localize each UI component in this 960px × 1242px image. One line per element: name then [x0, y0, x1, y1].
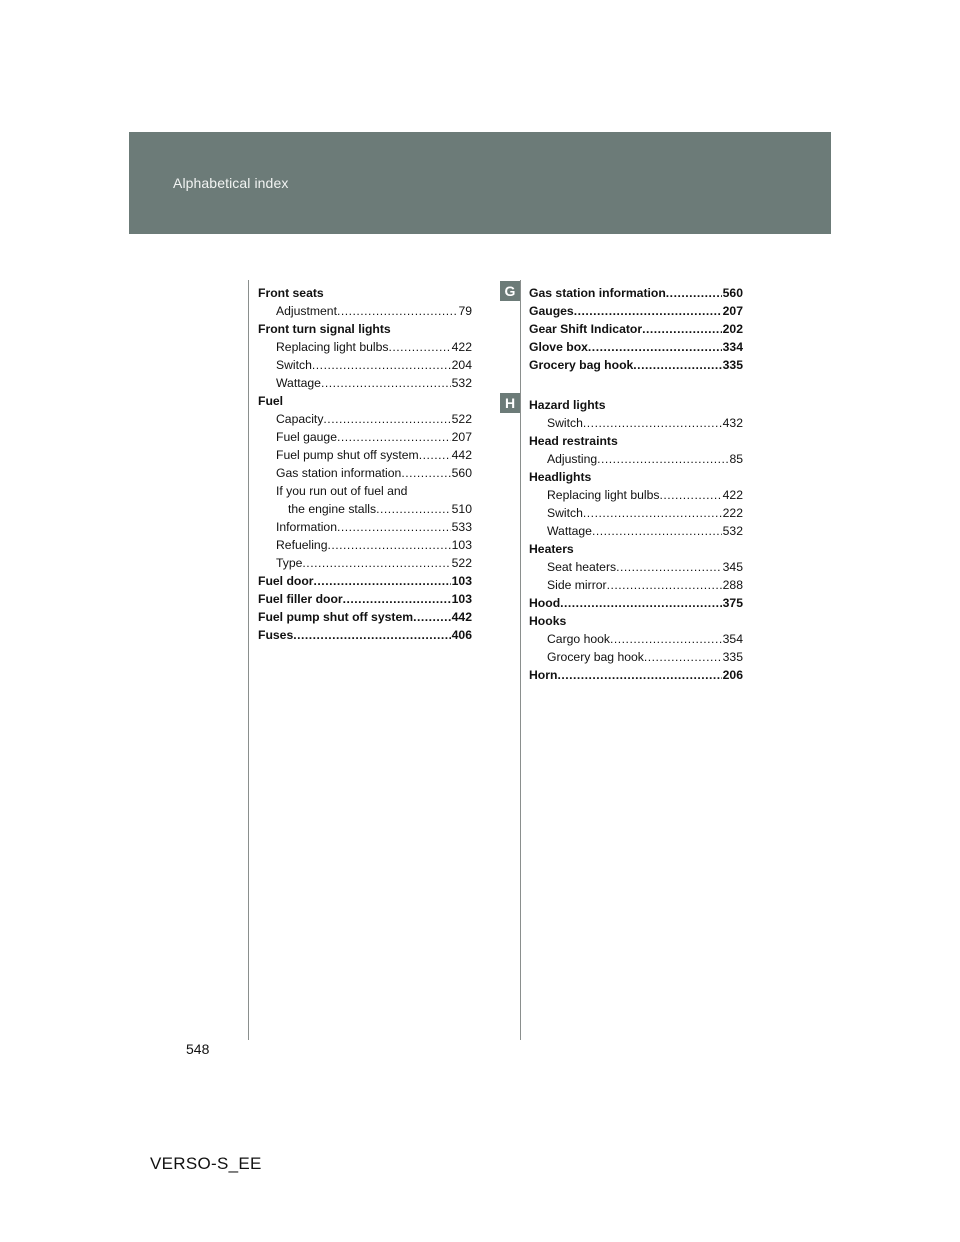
dot-leader: [642, 320, 722, 338]
index-entry: [529, 320, 743, 338]
index-entry: [258, 284, 472, 302]
dot-leader: [666, 284, 722, 302]
index-entry-page: 207: [722, 304, 743, 318]
index-entry-label: Headlights: [529, 470, 592, 484]
index-entry-label: Adjustment: [276, 304, 337, 318]
index-entry-page: 522: [451, 556, 472, 570]
index-entry-label: Wattage: [276, 376, 321, 390]
index-entry-page: 103: [451, 574, 472, 588]
dot-leader: [592, 522, 722, 540]
left-column-rule: [248, 280, 249, 1040]
index-entry: [258, 518, 472, 536]
index-entry-label: Information: [276, 520, 337, 534]
index-entry: [529, 396, 743, 414]
index-entry-label: Front seats: [258, 286, 324, 300]
index-entry-label: Type: [276, 556, 303, 570]
index-entry-page: 560: [722, 286, 743, 300]
index-entry-label: Fuses: [258, 628, 294, 642]
index-entry-page: 422: [451, 340, 472, 354]
index-entry: [529, 432, 743, 450]
index-entry: [258, 374, 472, 392]
section-tab-h: H: [500, 393, 520, 413]
index-entry: [529, 576, 743, 594]
dot-leader: [588, 338, 722, 356]
dot-leader: [616, 558, 722, 576]
index-entry-label: Front turn signal lights: [258, 322, 391, 336]
index-entry: [529, 338, 743, 356]
index-entry-page: 560: [451, 466, 472, 480]
index-entry-page: 202: [722, 322, 743, 336]
index-entry-label: Horn: [529, 668, 558, 682]
index-entry: [529, 486, 743, 504]
dot-leader: [633, 356, 721, 374]
dot-leader: [659, 486, 721, 504]
index-entry: [529, 522, 743, 540]
index-entry-label: Fuel pump shut off system: [258, 610, 414, 624]
index-entry: [529, 630, 743, 648]
index-entry: [258, 392, 472, 410]
index-entry: [258, 572, 472, 590]
header-title: Alphabetical index: [173, 175, 289, 191]
page-number: 548: [186, 1041, 210, 1057]
index-entry-page: 334: [722, 340, 743, 354]
index-entry-page: 222: [722, 506, 743, 520]
index-entry: [258, 482, 472, 500]
index-entry-page: 532: [451, 376, 472, 390]
index-entry-label: Heaters: [529, 542, 574, 556]
index-entry: [258, 410, 472, 428]
header-bar: [129, 132, 831, 234]
index-entry: [529, 612, 743, 630]
index-entry-label: Cargo hook: [547, 632, 611, 646]
index-entry: [529, 504, 743, 522]
index-entry-label: Fuel: [258, 394, 284, 408]
index-entry: [529, 284, 743, 302]
index-entry-page: 345: [722, 560, 743, 574]
index-entry-label: Seat heaters: [547, 560, 617, 574]
index-entry: [529, 468, 743, 486]
index-section-g: [529, 284, 743, 374]
index-entry: [258, 626, 472, 644]
index-entry: [529, 594, 743, 612]
dot-leader: [323, 410, 450, 428]
index-entry-page: 207: [451, 430, 472, 444]
index-entry: [529, 356, 743, 374]
index-entry-label: Adjusting: [547, 452, 598, 466]
index-entry-label: Switch: [547, 416, 583, 430]
index-entry-label: Switch: [547, 506, 583, 520]
dot-leader: [607, 576, 722, 594]
index-entry: [529, 558, 743, 576]
index-entry-page: 103: [451, 538, 472, 552]
index-entry: [258, 500, 472, 518]
index-entry-label: If you run out of fuel and: [276, 484, 408, 498]
dot-leader: [574, 302, 722, 320]
index-entry: [258, 554, 472, 572]
index-entry-label: Capacity: [276, 412, 324, 426]
index-entry-label: Replacing light bulbs: [276, 340, 389, 354]
index-entry-page: 442: [451, 448, 472, 462]
dot-leader: [302, 554, 450, 572]
index-entry-label: Hood: [529, 596, 561, 610]
dot-leader: [401, 464, 450, 482]
index-entry: [529, 666, 743, 684]
index-entry: [258, 608, 472, 626]
dot-leader: [293, 626, 450, 644]
dot-leader: [343, 590, 451, 608]
index-entry-label: Fuel filler door: [258, 592, 343, 606]
index-entry-label: Fuel pump shut off system: [276, 448, 419, 462]
dot-leader: [583, 414, 722, 432]
index-entry-label: Gauges: [529, 304, 574, 318]
index-entry-label: Side mirror: [547, 578, 607, 592]
index-entry-page: 522: [451, 412, 472, 426]
index-entry: [258, 320, 472, 338]
index-entry: [529, 450, 743, 468]
index-entry-page: 335: [722, 650, 743, 664]
index-entry: [529, 414, 743, 432]
right-column-rule: [520, 280, 521, 1040]
index-entry: [258, 446, 472, 464]
index-entry-page: 533: [451, 520, 472, 534]
index-entry: [258, 590, 472, 608]
index-entry: [258, 338, 472, 356]
dot-leader: [419, 446, 451, 464]
index-entry-label: the engine stalls: [288, 502, 377, 516]
dot-leader: [610, 630, 722, 648]
index-entry-page: 375: [722, 596, 743, 610]
dot-leader: [337, 428, 451, 446]
index-entry: [529, 302, 743, 320]
dot-leader: [321, 374, 451, 392]
index-entry-page: 406: [451, 628, 472, 642]
footer-code: VERSO-S_EE: [150, 1154, 262, 1173]
index-entry-page: 432: [722, 416, 743, 430]
index-section-h: [529, 396, 743, 684]
index-entry-label: Gear Shift Indicator: [529, 322, 643, 336]
dot-leader: [597, 450, 728, 468]
index-entry-page: 442: [451, 610, 472, 624]
index-entry-page: 103: [451, 592, 472, 606]
dot-leader: [337, 518, 451, 536]
index-entry-page: 79: [458, 304, 472, 318]
index-entry-page: 335: [722, 358, 743, 372]
dot-leader: [388, 338, 450, 356]
index-entry-page: 288: [722, 578, 743, 592]
index-entry-label: Grocery bag hook: [547, 650, 644, 664]
dot-leader: [557, 666, 721, 684]
index-entry-label: Wattage: [547, 524, 592, 538]
dot-leader: [337, 302, 457, 320]
index-entry-page: 510: [451, 502, 472, 516]
dot-leader: [583, 504, 722, 522]
section-tab-g: G: [500, 281, 520, 301]
index-entry-label: Switch: [276, 358, 312, 372]
dot-leader: [328, 536, 451, 554]
index-entry-page: 354: [722, 632, 743, 646]
index-entry-label: Grocery bag hook: [529, 358, 634, 372]
index-entry: [529, 648, 743, 666]
index-entry: [258, 536, 472, 554]
index-entry: [258, 356, 472, 374]
index-entry-label: Hazard lights: [529, 398, 606, 412]
index-entry-page: 532: [722, 524, 743, 538]
index-entry: [258, 428, 472, 446]
index-entry: [258, 464, 472, 482]
index-entry: [529, 540, 743, 558]
dot-leader: [312, 356, 451, 374]
index-entry-label: Refueling: [276, 538, 328, 552]
dot-leader: [376, 500, 451, 518]
dot-leader: [314, 572, 451, 590]
index-entry-label: Fuel door: [258, 574, 314, 588]
index-entry-label: Glove box: [529, 340, 588, 354]
index-column-left: [258, 284, 472, 644]
index-entry-label: Hooks: [529, 614, 567, 628]
index-entry-label: Head restraints: [529, 434, 618, 448]
dot-leader: [560, 594, 722, 612]
dot-leader: [644, 648, 722, 666]
index-entry-label: Fuel gauge: [276, 430, 337, 444]
dot-leader: [413, 608, 451, 626]
index-entry-page: 206: [722, 668, 743, 682]
index-entry-page: 204: [451, 358, 472, 372]
index-entry-page: 85: [729, 452, 743, 466]
index-entry-label: Gas station information: [276, 466, 402, 480]
index-entry-page: 422: [722, 488, 743, 502]
index-entry-label: Replacing light bulbs: [547, 488, 660, 502]
index-entry-label: Gas station information: [529, 286, 666, 300]
index-entry: [258, 302, 472, 320]
